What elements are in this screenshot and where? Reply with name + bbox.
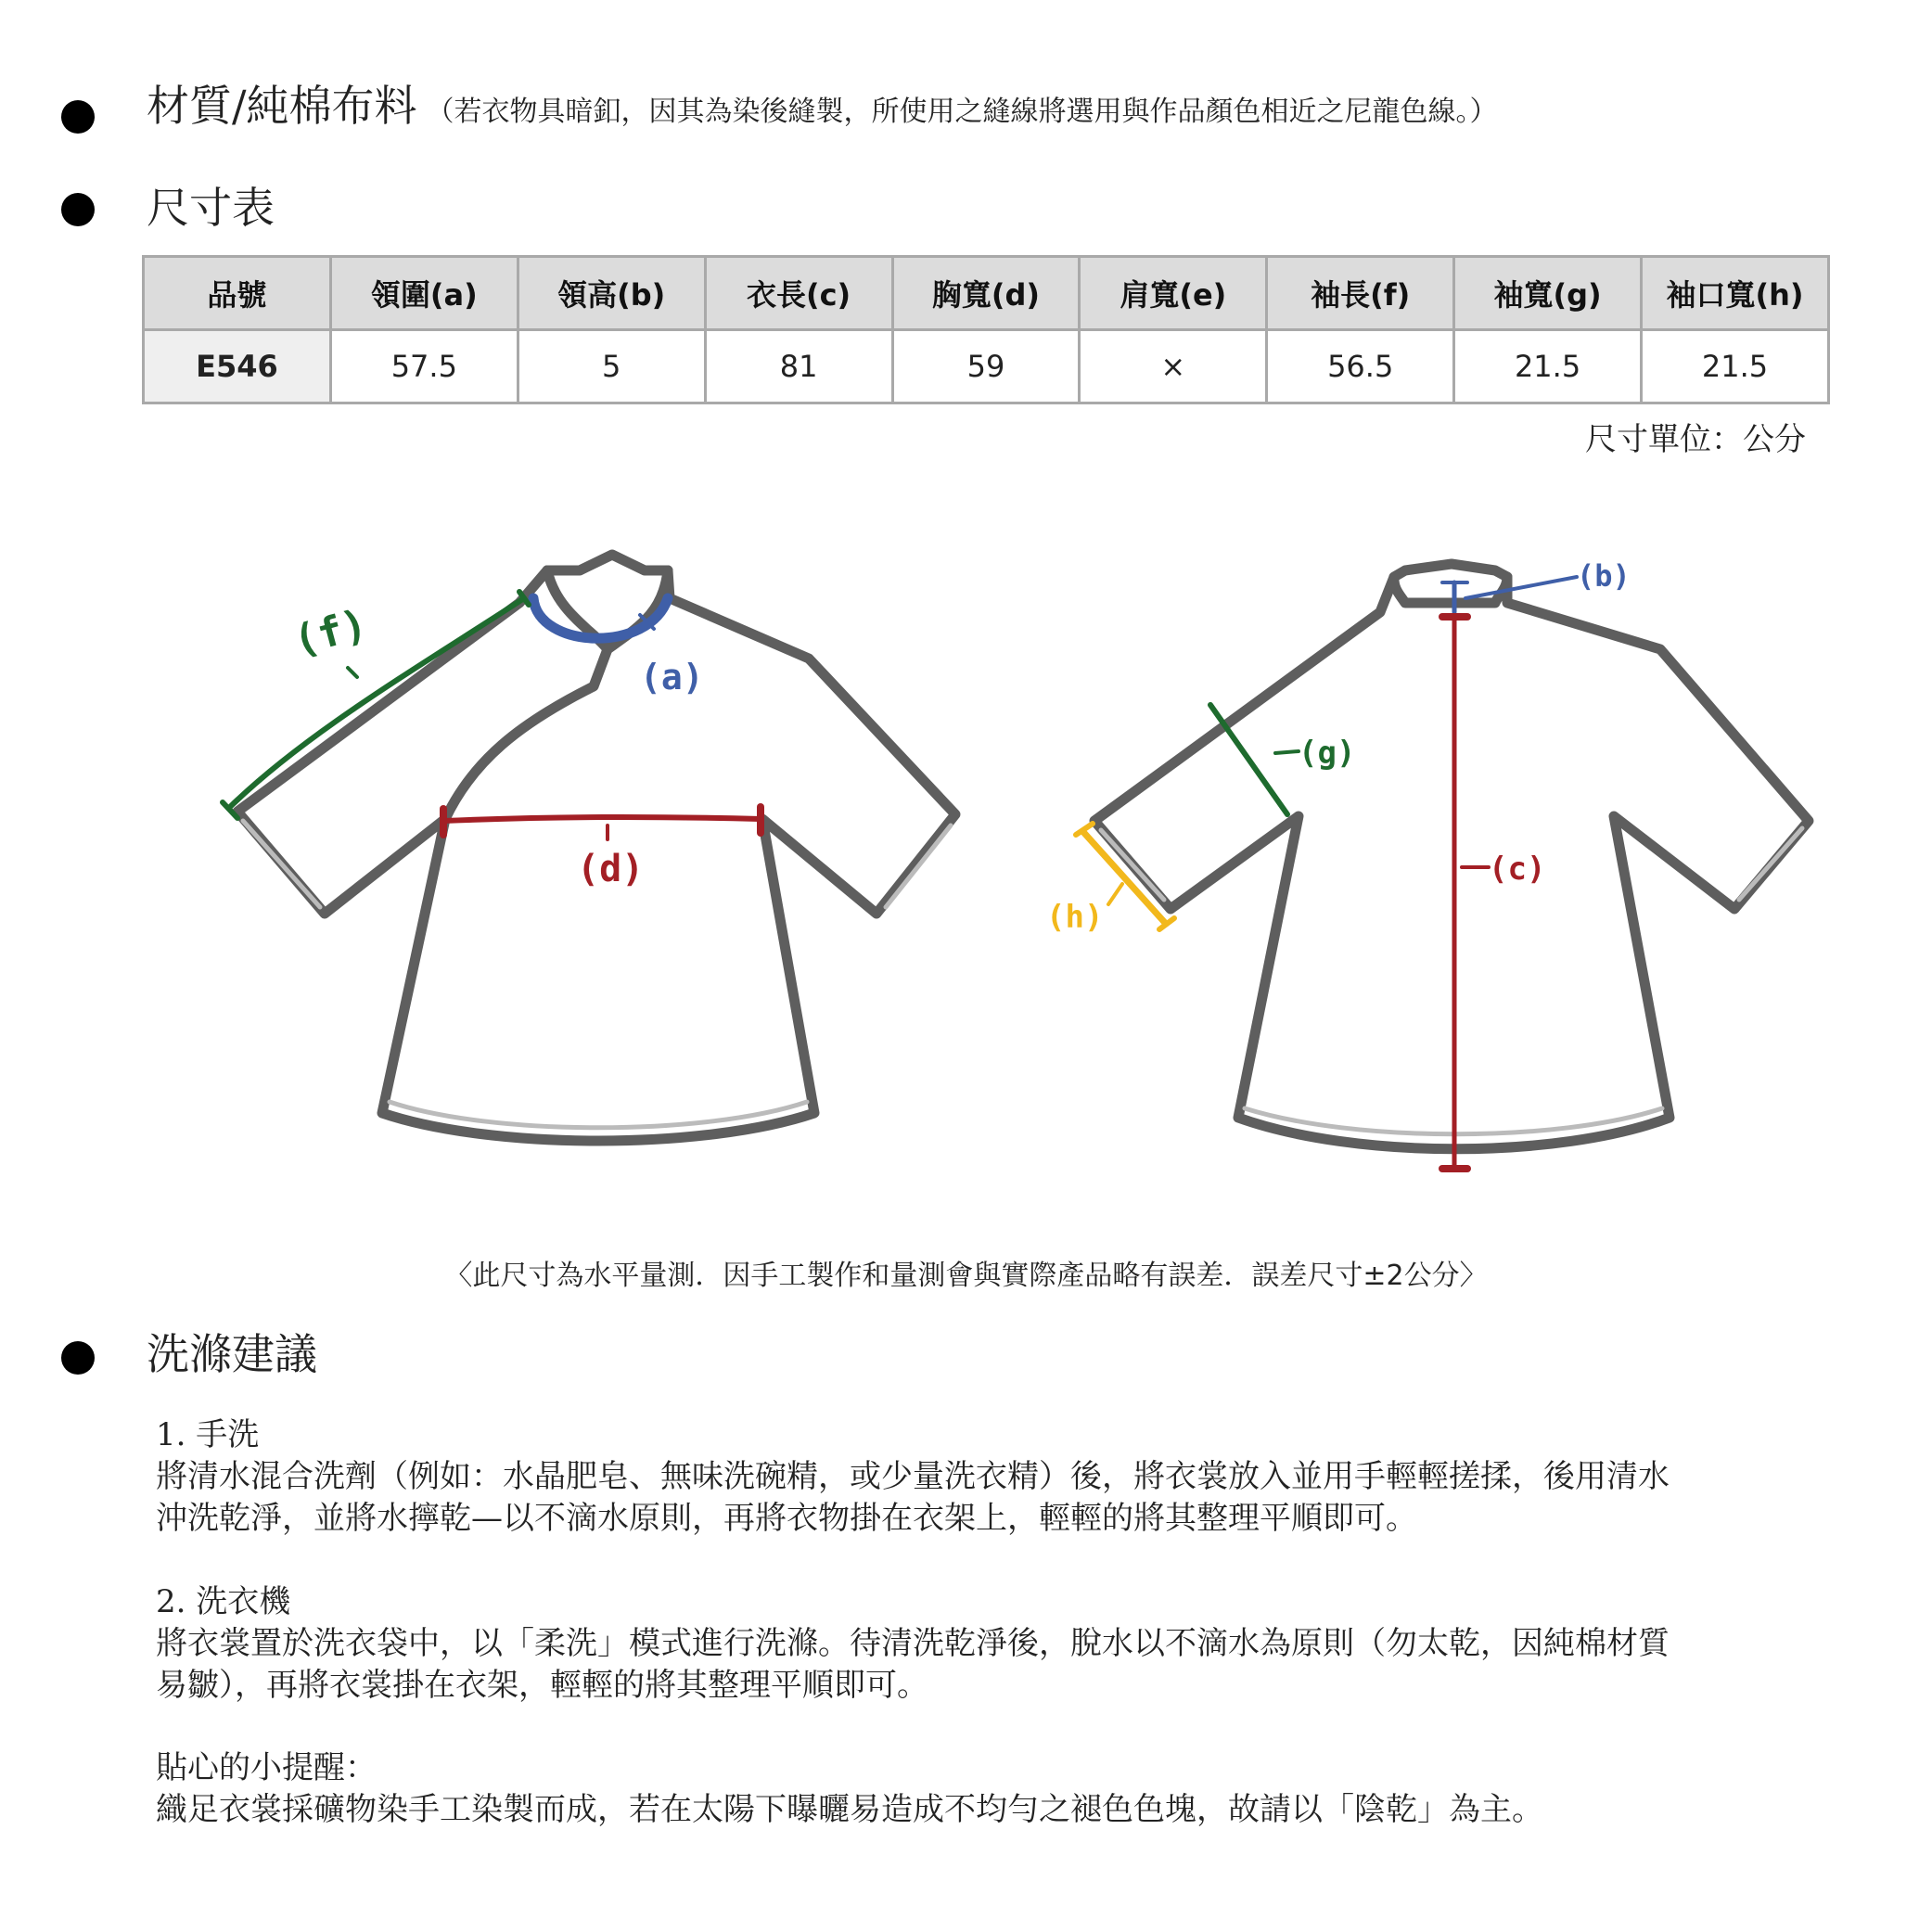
back-shirt-illustration bbox=[1094, 564, 1809, 1149]
header-cell: 袖口寬(h) bbox=[1642, 257, 1829, 330]
bullet-icon bbox=[61, 100, 95, 134]
label-b: (b) bbox=[1577, 558, 1631, 594]
measurement-footnote: 〈此尺寸為水平量測．因手工製作和量測會與實際產品略有誤差．誤差尺寸±2公分〉 bbox=[444, 1260, 1488, 1292]
table-cell: 21.5 bbox=[1642, 330, 1829, 403]
wash-item-reminder bbox=[156, 1747, 1825, 1831]
header-cell: 領高(b) bbox=[518, 257, 705, 330]
label-c: (c) bbox=[1489, 851, 1546, 888]
table-cell: 59 bbox=[892, 330, 1080, 403]
measure-line-d bbox=[443, 817, 761, 821]
wash-item-line: 將衣裳置於洗衣袋中，以「柔洗」模式進行洗滌。待清洗乾淨後，脫水以不滴水為原則（勿太乾，因純棉材質 bbox=[156, 1625, 1670, 1662]
label-d: (d) bbox=[577, 848, 645, 890]
wash-item-machine bbox=[156, 1581, 1825, 1707]
header-cell: 袖長(f) bbox=[1267, 257, 1454, 330]
table-cell: 21.5 bbox=[1454, 330, 1642, 403]
table-cell: 5 bbox=[518, 330, 705, 403]
table-cell: 56.5 bbox=[1267, 330, 1454, 403]
header-cell: 衣長(c) bbox=[705, 257, 892, 330]
wash-item-title: 2. 洗衣機 bbox=[156, 1583, 291, 1620]
table-cell: × bbox=[1080, 330, 1267, 403]
table-row bbox=[144, 330, 1829, 403]
product-code-cell: E546 bbox=[144, 330, 331, 403]
table-cell: 57.5 bbox=[330, 330, 518, 403]
header-cell: 袖寬(g) bbox=[1454, 257, 1642, 330]
wash-item-line: 將清水混合洗劑（例如：水晶肥皂、無味洗碗精，或少量洗衣精）後，將衣裳放入並用手輕輕搓揉，後用清水 bbox=[156, 1458, 1670, 1495]
label-h: (h) bbox=[1046, 899, 1104, 936]
size-chart-title: 尺寸表 bbox=[147, 183, 275, 233]
wash-item-line: 易皺），再將衣裳掛在衣架，輕輕的將其整理平順即可。 bbox=[156, 1667, 928, 1704]
wash-item-line: 沖洗乾淨，並將水擰乾—以不滴水原則，再將衣物掛在衣架上，輕輕的將其整理平順即可。 bbox=[156, 1500, 1417, 1537]
material-note: （若衣物具暗釦，因其為染後縫製，所使用之縫線將選用與作品顏色相近之尼龍色線。） bbox=[426, 96, 1498, 128]
size-table bbox=[142, 255, 1830, 404]
washing-title: 洗滌建議 bbox=[147, 1329, 317, 1379]
wash-item-title: 1. 手洗 bbox=[156, 1416, 260, 1453]
measure-line-a bbox=[533, 598, 668, 638]
bullet-icon bbox=[61, 193, 95, 226]
bullet-icon bbox=[61, 1341, 95, 1375]
label-f: (f) bbox=[288, 600, 373, 666]
garment-diagram bbox=[0, 519, 1932, 1224]
header-cell: 肩寬(e) bbox=[1080, 257, 1267, 330]
material-title: 材質/純棉布料 bbox=[147, 81, 417, 131]
header-cell: 領圍(a) bbox=[330, 257, 518, 330]
size-table-header-row bbox=[144, 257, 1829, 330]
measure-line-g bbox=[1210, 705, 1287, 814]
header-cell: 品號 bbox=[144, 257, 331, 330]
wash-item-line: 織足衣裳採礦物染手工染製而成，若在太陽下曝曬易造成不均勻之褪色色塊，故請以「陰乾」為主。 bbox=[156, 1791, 1543, 1828]
label-a: (a) bbox=[640, 657, 704, 697]
wash-item-title: 貼心的小提醒： bbox=[156, 1749, 377, 1786]
size-unit-note: 尺寸單位：公分 bbox=[1585, 421, 1806, 458]
wash-item-hand bbox=[156, 1414, 1825, 1540]
table-cell: 81 bbox=[705, 330, 892, 403]
header-cell: 胸寬(d) bbox=[892, 257, 1080, 330]
material-heading bbox=[147, 80, 1498, 138]
label-g: (g) bbox=[1299, 735, 1356, 772]
